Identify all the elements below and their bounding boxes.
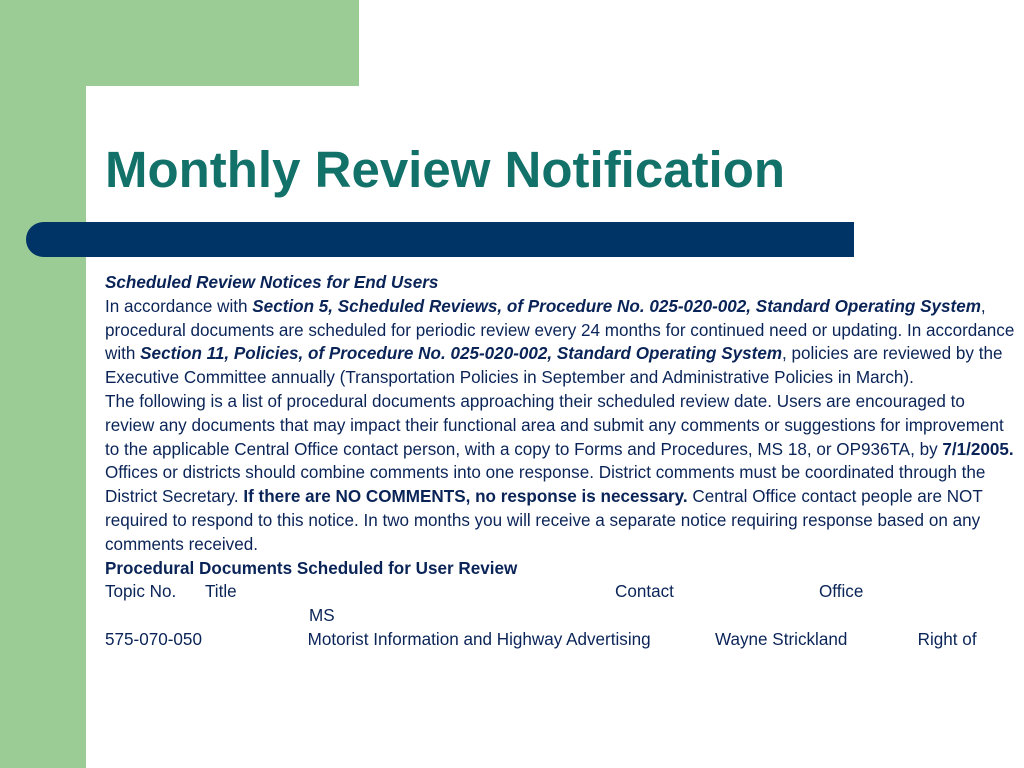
header-office: Office xyxy=(819,582,864,602)
procedure-reference-1: Section 5, Scheduled Reviews, of Procedure No. 025-020-002, Standard Operating System xyxy=(252,296,981,316)
documents-heading: Procedural Documents Scheduled for User Review xyxy=(105,558,518,578)
due-date: 7/1/2005. xyxy=(942,439,1014,459)
notice-paragraph-2 xyxy=(105,390,1017,461)
header-ms: MS xyxy=(309,606,335,626)
table-row xyxy=(105,628,1017,652)
title-divider-bar xyxy=(26,222,854,257)
row-topic: 575-070-050 xyxy=(105,629,202,649)
table-header-row-2 xyxy=(105,604,1017,628)
row-office: Right of xyxy=(917,629,977,649)
p1-text-b: , procedural documents are scheduled for periodic review every 24 months for continued need or updating. In accordance with xyxy=(105,296,1015,364)
header-contact: Contact xyxy=(615,582,674,602)
header-title: Title xyxy=(205,582,237,602)
left-green-band xyxy=(0,0,86,768)
slide-body xyxy=(105,271,1017,652)
row-contact: Wayne Strickland xyxy=(714,629,848,649)
procedure-reference-2: Section 11, Policies, of Procedure No. 025-020-002, Standard Operating System xyxy=(140,344,783,364)
header-topic: Topic No. xyxy=(105,582,177,602)
top-green-tab xyxy=(86,0,359,86)
p3-text-b: Central Office contact people are NOT required to respond to this notice. In two months you will receive a separate notice requiring response based on any comments received. xyxy=(105,487,983,554)
notice-paragraph-1 xyxy=(105,295,1017,390)
notice-heading: Scheduled Review Notices for End Users xyxy=(105,273,439,292)
p3-text-a: Offices or districts should combine comments into one response. District comments must be coordinated through the District Secretary. xyxy=(105,463,986,507)
p2-text: The following is a list of procedural documents approaching their scheduled review date. Users are encouraged to review any documents that may impact their functional area and submit any comments or suggestions for improvement to the applicable Central Office contact person, with a copy to Forms and Procedures, MS 18, or OP936TA, by xyxy=(105,391,1004,459)
p1-text-c: , policies are reviewed by the Executive Committee annually (Transportation Policies in September and Administrative Policies in March). xyxy=(105,344,1003,388)
p1-text-a: In accordance with xyxy=(105,296,253,316)
slide-title: Monthly Review Notification xyxy=(105,141,786,198)
row-title: Motorist Information and Highway Advertising xyxy=(307,629,651,649)
table-header-row xyxy=(105,580,1017,604)
no-comments-note: If there are NO COMMENTS, no response is necessary. xyxy=(243,487,688,507)
notice-paragraph-3 xyxy=(105,461,1017,556)
